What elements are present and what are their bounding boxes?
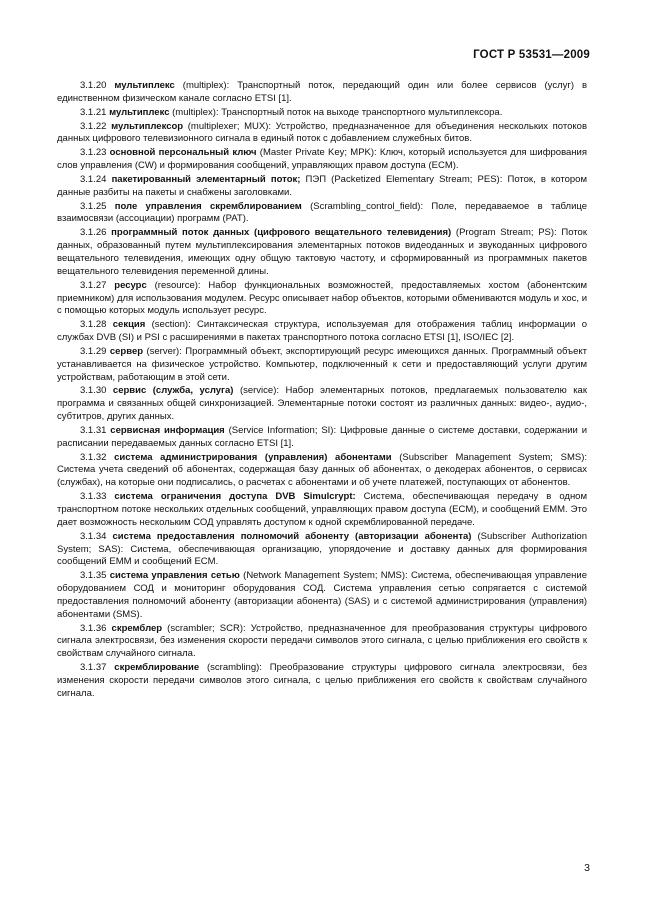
definition-entry bbox=[57, 623, 587, 662]
entry-term: скремблер bbox=[111, 622, 163, 634]
entry-number: 3.1.25 bbox=[80, 200, 107, 212]
entry-number: 3.1.29 bbox=[80, 345, 107, 357]
entry-term: пакетированный элементарный поток; bbox=[111, 173, 301, 185]
entry-description: (multiplex): Транспортный поток, передающий один или более сервисов (услуг) в единственном физическом канале согласно ETSI [1]. bbox=[57, 80, 587, 104]
definition-entry bbox=[57, 425, 587, 451]
entry-term: основной персональный ключ bbox=[109, 147, 257, 159]
entry-number: 3.1.37 bbox=[80, 662, 107, 674]
entry-term: мультиплекс bbox=[114, 80, 175, 91]
entry-term: ресурс bbox=[114, 279, 147, 291]
entry-number: 3.1.31 bbox=[80, 424, 107, 436]
entry-number: 3.1.36 bbox=[80, 622, 107, 634]
entry-number: 3.1.32 bbox=[80, 451, 107, 463]
entry-description: (Service Information; SI): Цифровые данные о системе доставки, содержании и расписании передаваемых данных согласно ETSI [1]. bbox=[57, 424, 587, 449]
entry-term: программный поток данных (цифрового вещательного телевидения) bbox=[111, 227, 452, 239]
entry-description: (Scrambling_control_field): Поле, передаваемое в таблице взаимосвязи (ассоциации) программ (PAT). bbox=[57, 200, 587, 225]
entry-description: (Program Stream; PS): Поток данных, образованный путем мультиплексирования элементарных потоков видеоданных и звукоданных цифрового вещательного телевидения, имеющих одну общую тактовую частоту, и сформированный из программных пакетов вещательного телевидения переменной длины. bbox=[57, 227, 587, 277]
entry-number: 3.1.35 bbox=[80, 570, 107, 582]
entry-term: секция bbox=[112, 319, 146, 331]
entry-description: (scrambler; SCR): Устройство, предназначенное для преобразования структуры цифрового сигнала электросвязи, без изменения скорости передачи символов этого сигнала, с целью приближения его свойств к свойствам случайного сигнала. bbox=[57, 622, 588, 660]
definition-entry bbox=[57, 227, 587, 278]
entry-number: 3.1.30 bbox=[80, 385, 107, 397]
definition-entry bbox=[57, 174, 587, 200]
entry-term: система предоставления полномочий абоненту (авторизации абонента) bbox=[112, 530, 472, 542]
definition-entry bbox=[57, 531, 587, 570]
definition-entry bbox=[57, 452, 587, 491]
entry-number: 3.1.23 bbox=[80, 147, 107, 159]
entry-term: сервис (служба, услуга) bbox=[112, 385, 234, 397]
entry-term: сервер bbox=[109, 345, 144, 357]
page-number: 3 bbox=[584, 862, 590, 874]
entry-description: (Subscriber Authorization System; SAS): Система, обеспечивающая организацию, упорядочение и доставку данных для формирования сообщений EMM и сообщений ECM. bbox=[57, 530, 587, 568]
entry-description: (Master Private Key; MPK): Ключ, который используется для шифрования слов управления (CW) и формирования сообщений, управляющих правом доступа (ECM). bbox=[57, 147, 588, 172]
entry-description: (multiplex): Транспортный поток на выходе транспортного мультиплексора. bbox=[169, 106, 503, 118]
definition-entry bbox=[57, 662, 587, 701]
entry-number: 3.1.26 bbox=[80, 227, 107, 239]
entry-term: сервисная информация bbox=[110, 424, 225, 436]
entry-number: 3.1.20 bbox=[80, 80, 107, 91]
entry-description: (section): Синтаксическая структура, используемая для отображения таблиц информации о службах DVB (SI) и PSI с расширениями в пакетах транспортного потока согласно ETSI [1], ISO/IEC [2]. bbox=[57, 319, 588, 344]
definition-entry bbox=[57, 319, 587, 345]
entry-term: система ограничения доступа DVB Simulcrypt: bbox=[114, 491, 356, 503]
entry-description: Система, обеспечивающая передачу в одном транспортном потоке нескольких отдельных сообщений, управляющих правом доступа (ECM), и сообщений EMM. Это дает возможность нескольким СОД управлять доступом к одной скремблированной передаче. bbox=[57, 491, 587, 528]
definition-entry bbox=[57, 121, 587, 147]
entry-description: (scrambling): Преобразование структуры цифрового сигнала электросвязи, без изменения скорости передачи символов этого сигнала, с целью приближения его свойств к свойствам случайного сигнала. bbox=[57, 662, 588, 699]
definition-entry bbox=[57, 80, 587, 106]
definition-entry bbox=[57, 280, 587, 319]
entry-number: 3.1.33 bbox=[80, 491, 107, 503]
entry-description: (Subscriber Management System; SMS): Система учета сведений об абонентах, содержащая базу данных об абонентах, о декодерах абонентов, о сервисах (службах), на которые они подписались, о расчетах с абонентами и об учете платежей, поступающих от абонентов. bbox=[57, 451, 587, 489]
entry-number: 3.1.28 bbox=[80, 319, 107, 331]
entry-description: (multiplexer; MUX): Устройство, предназначенное для объединения нескольких потоков данных цифрового телевизионного сигнала в единый поток с добавлением служебных битов. bbox=[57, 120, 587, 145]
entry-term: система управления сетью bbox=[109, 570, 240, 582]
definition-entry bbox=[57, 107, 587, 120]
entry-term: мультиплекс bbox=[109, 106, 170, 118]
definition-entry bbox=[57, 201, 587, 227]
entry-description: (resource): Набор функциональных возможностей, предоставляемых хостом (абонентским приемником) для использования модулем. Ресурс описывает набор объектов, которыми обмениваются модуль и хос, и с помощью которых модуль использует ресурс. bbox=[57, 279, 588, 317]
entry-term: скремблирование bbox=[114, 662, 200, 674]
definition-entry bbox=[57, 147, 587, 173]
standard-header: ГОСТ Р 53531—2009 bbox=[473, 49, 590, 61]
definition-entry bbox=[57, 491, 587, 530]
entry-number: 3.1.24 bbox=[80, 173, 107, 185]
entry-number: 3.1.34 bbox=[80, 530, 107, 542]
entry-number: 3.1.21 bbox=[80, 106, 107, 118]
entry-term: система администрирования (управления) абонентами bbox=[114, 451, 392, 463]
entry-number: 3.1.22 bbox=[80, 120, 107, 132]
entry-description: ПЭП (Packetized Elementary Stream; PES): Поток, в котором данные разбиты на пакеты и снабжены заголовками. bbox=[57, 173, 587, 198]
entry-term: поле управления скремблированием bbox=[114, 200, 302, 212]
entry-number: 3.1.27 bbox=[80, 279, 107, 291]
definitions-list bbox=[57, 80, 587, 702]
entry-description: (service): Набор элементарных потоков, предлагаемых пользователю как программа и связанных общей синхронизацией. Элементарные потоки состоят из различных данных: видео-, аудио-, субтитров, других данных. bbox=[57, 385, 588, 423]
entry-description: (server): Программный объект, экспортирующий ресурс имеющихся данных. Программный объект устанавливается на физическое устройство. Компьютер, подключенный к сети и предоставляющий услуги другим устройствам, работающим в этой сети. bbox=[57, 345, 588, 383]
entry-description: (Network Management System; NMS): Система, обеспечивающая управление оборудованием СОД и мониторинг оборудования СОД. Система управления сетью сопрягается с системой предоставления полномочий абоненту (авторизации абонента) (SAS) и с системой администрирования (управления) абонентами (SMS). bbox=[57, 570, 588, 620]
definition-entry bbox=[57, 346, 587, 385]
entry-term: мультиплексор bbox=[111, 120, 184, 132]
definition-entry bbox=[57, 385, 587, 424]
definition-entry bbox=[57, 570, 587, 621]
